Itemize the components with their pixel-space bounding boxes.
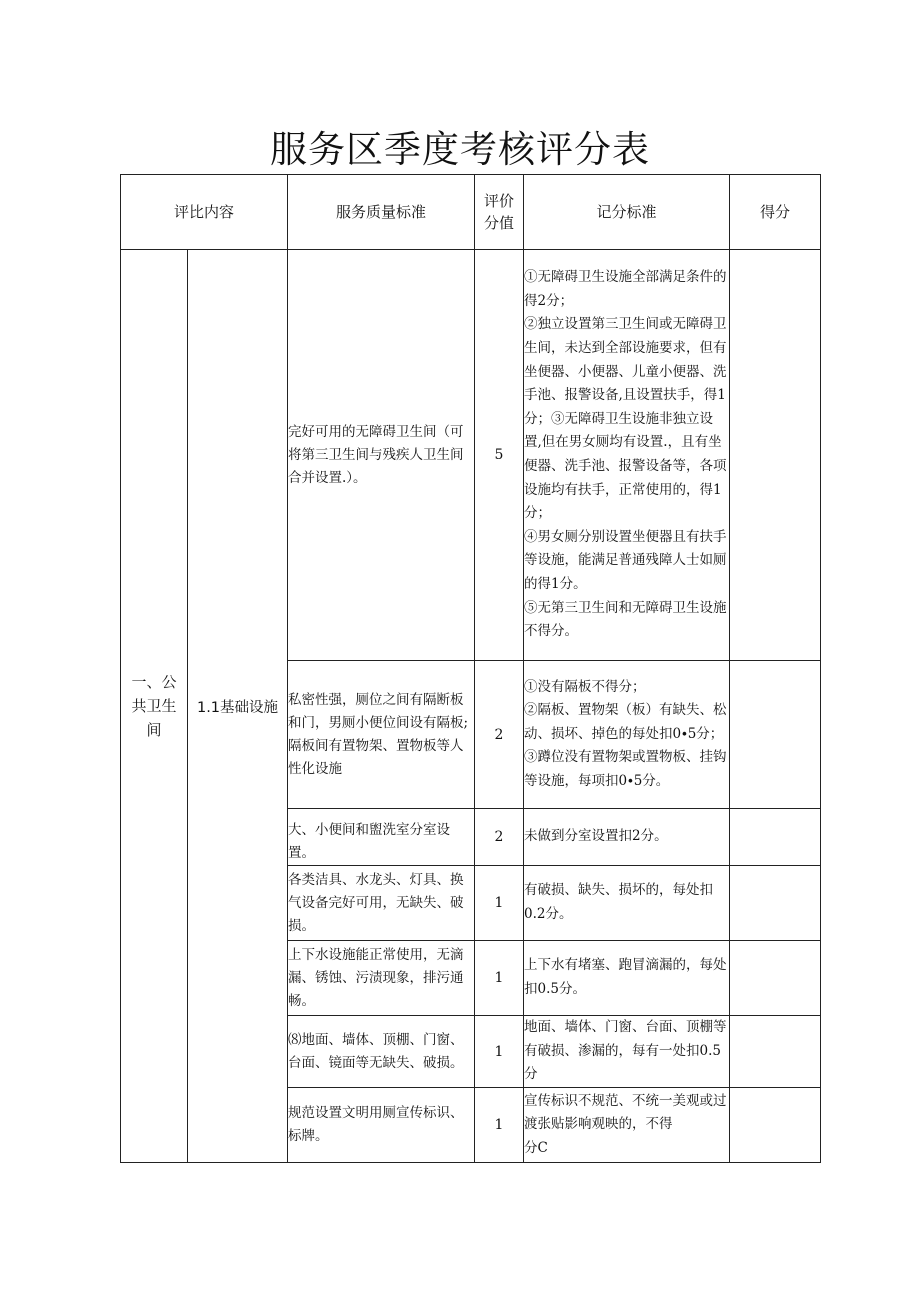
criteria-cell xyxy=(524,941,730,1016)
header-value: 评价分值 xyxy=(475,175,524,250)
criteria-line: 有破损、缺失、损坏的，每处扣0.2分。 xyxy=(524,882,714,922)
criteria-cell xyxy=(524,250,730,661)
criteria-line: 未做到分室设置扣2分。 xyxy=(524,828,668,845)
header-standard: 服务质量标准 xyxy=(288,175,475,250)
standard-cell: 大、小便间和盥洗室分室设置。 xyxy=(288,809,475,866)
standard-cell: ⑻地面、墙体、顶棚、门窗、台面、镜面等无缺失、破损。 xyxy=(288,1016,475,1088)
standard-cell: 上下水设施能正常使用，无滴漏、锈蚀、污渍现象，排污通畅。 xyxy=(288,941,475,1016)
table-row xyxy=(121,250,821,661)
criteria-line: ①没有隔板不得分； xyxy=(524,678,646,695)
criteria-cell xyxy=(524,809,730,866)
subcategory-cell: 1.1基础设施 xyxy=(188,250,288,1163)
value-cell: 1 xyxy=(475,1016,524,1088)
header-score: 得分 xyxy=(730,175,821,250)
category-cell: 一、公共卫生间 xyxy=(121,250,188,1163)
score-cell[interactable] xyxy=(730,941,821,1016)
criteria-cell xyxy=(524,1016,730,1088)
value-cell: 5 xyxy=(475,250,524,661)
criteria-line: ④男女厕分别设置坐便器且有扶手等设施，能满足普通残障人士如厕的得1分。 xyxy=(524,528,727,592)
value-cell: 1 xyxy=(475,866,524,941)
standard-cell: 规范设置文明用厕宣传标识、标牌。 xyxy=(288,1088,475,1163)
score-cell[interactable] xyxy=(730,661,821,809)
value-cell: 1 xyxy=(475,1088,524,1163)
score-cell[interactable] xyxy=(730,1088,821,1163)
page-title: 服务区季度考核评分表 xyxy=(270,128,650,171)
criteria-line: 分C xyxy=(524,1139,548,1156)
header-row xyxy=(121,175,821,250)
criteria-line: 上下水有堵塞、跑冒滴漏的，每处扣0.5分。 xyxy=(524,957,727,997)
header-content: 评比内容 xyxy=(121,175,288,250)
criteria-cell xyxy=(524,661,730,809)
value-cell: 2 xyxy=(475,661,524,809)
score-cell[interactable] xyxy=(730,250,821,661)
score-cell[interactable] xyxy=(730,1016,821,1088)
value-cell: 1 xyxy=(475,941,524,1016)
criteria-cell xyxy=(524,866,730,941)
criteria-line: ②隔板、置物架（板）有缺失、松动、损坏、掉色的每处扣0∙5分； xyxy=(524,702,727,742)
standard-cell: 完好可用的无障碍卫生间（可将第三卫生间与残疾人卫生间合并设置.）。 xyxy=(288,250,475,661)
standard-cell: 私密性强，厕位之间有隔断板和门，男厕小便位间设有隔板;隔板间有置物架、置物板等人性化设施 xyxy=(288,661,475,809)
standard-cell: 各类洁具、水龙头、灯具、换气设备完好可用，无缺失、破损。 xyxy=(288,866,475,941)
criteria-line: 宣传标识不规范、不统一美观或过渡张贴影响观映的，不得 xyxy=(524,1092,727,1133)
criteria-line: 地面、墙体、门窗、台面、顶棚等有破损、渗漏的，每有一处扣0.5分 xyxy=(524,1019,727,1083)
criteria-cell xyxy=(524,1088,730,1163)
score-cell[interactable] xyxy=(730,866,821,941)
criteria-line: ⑤无第三卫生间和无障碍卫生设施不得分。 xyxy=(524,599,727,640)
score-cell[interactable] xyxy=(730,809,821,866)
header-criteria: 记分标准 xyxy=(524,175,730,250)
value-cell: 2 xyxy=(475,809,524,866)
score-table xyxy=(120,174,821,1163)
criteria-line: ②独立设置第三卫生间或无障碍卫生间，未达到全部设施要求，但有坐便器、小便器、儿童小便器、洗手池、报警设备,且设置扶手，得1分；③无障碍卫生设施非独立设置,但在男女厕均有设置.，且有坐便器、洗手池、报警设备等，各项设施均有扶手，正常使用的，得1分； xyxy=(524,316,727,522)
criteria-line: ①无障碍卫生设施全部满足条件的得2分； xyxy=(524,269,727,309)
criteria-line: ③蹲位没有置物架或置物板、挂钩等设施，每项扣0∙5分。 xyxy=(524,749,727,789)
